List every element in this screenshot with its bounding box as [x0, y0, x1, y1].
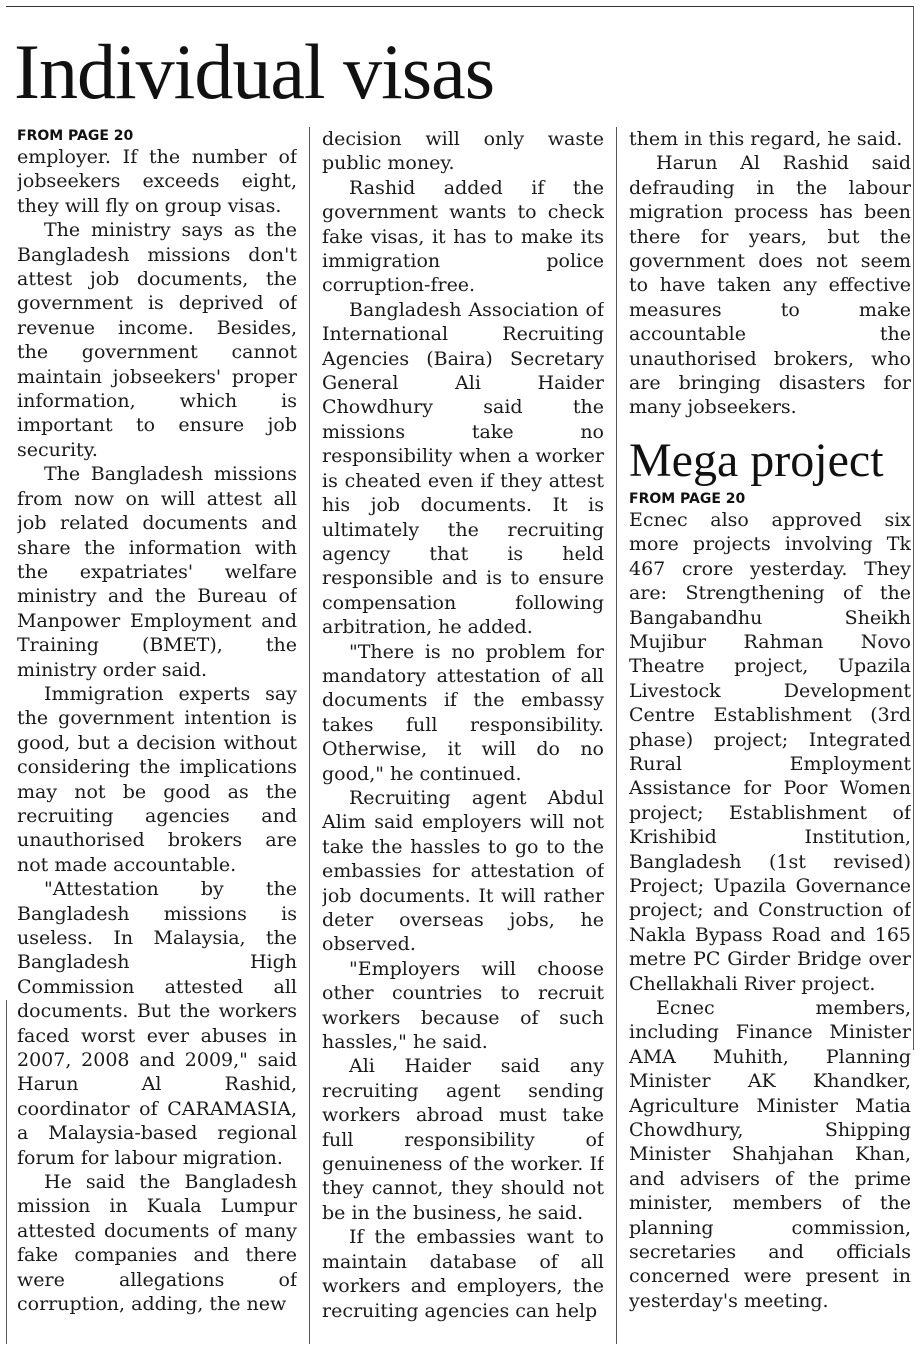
paragraph: Recruiting agent Abdul Alim said employers will not take the hassles to go to the embassies for attestation of job documents. It will rather deter overseas jobs, he observed.	[322, 786, 604, 956]
paragraph: The ministry says as the Bangladesh missions don't attest job documents, the government is deprived of revenue income. Besides, the government cannot maintain jobseekers' proper information, which is important to ensure job security.	[17, 219, 297, 461]
paragraph: The Bangladesh missions from now on will attest all job related documents and share the information with the expatriates' welfare ministry and the Bureau of Manpower Employment and Training (BMET), the ministry order said.	[17, 463, 297, 681]
from-page-label: FROM PAGE 20	[629, 490, 746, 507]
column-rule-1	[309, 127, 310, 1344]
left-edge-rule	[6, 1000, 7, 1344]
column-1	[17, 127, 297, 1344]
paragraph: them in this regard, he said.	[629, 128, 903, 150]
headline: Individual visas	[14, 28, 495, 115]
paragraph: Ali Haider said any recruiting agent sending workers abroad must take full responsibility of genuineness of the worker. If they cannot, they should not be in the business, he said.	[322, 1055, 604, 1224]
paragraph: Harun Al Rashid said defrauding in the labour migration process has been there for years, but the government does not seem to have taken any effective measures to make accountable the unauthorised brokers, who are bringing disasters for many jobseekers.	[629, 152, 911, 419]
paragraph: Immigration experts say the government intention is good, but a decision without considering the implications may not be good as the recruiting agencies and unauthorised brokers are not made accountable.	[17, 682, 297, 876]
from-page-label: FROM PAGE 20	[17, 128, 134, 144]
paragraph: Ecnec members, including Finance Minister AMA Muhith, Planning Minister AK Khandker, Agriculture Minister Matia Chowdhury, Shipping Minister Shahjahan Khan, and advisers of the prime minister, members of the planning commission, secretaries and officials concerned were present in yesterday's meeting.	[629, 997, 911, 1312]
column-2	[322, 127, 604, 1344]
paragraph: Ecnec also approved six more projects involving Tk 467 crore yesterday. They are: Strengthening of the Bangabandhu Sheikh Mujibur Rahman Novo Theatre project, Upazila Livestock Development Centre Establishment (3rd phase) project; Integrated Rural Employment Assistance for Poor Women project; Establishment of Krishibid Institution, Bangladesh (1st revised) Project; Upazila Governance project; and Construction of Nakla Bypass Road and 165 metre PC Girder Bridge over Chellakhali River project.	[629, 508, 911, 995]
paragraph: "There is no problem for mandatory attestation of all documents if the embassy takes full responsibility. Otherwise, it will do no good," he continued.	[322, 640, 604, 785]
column-3	[629, 127, 911, 1344]
paragraph: He said the Bangladesh mission in Kuala Lumpur attested documents of many fake companies and there were allegations of corruption, adding, the new	[17, 1171, 297, 1316]
paragraph: employer. If the number of jobseekers exceeds eight, they will fly on group visas.	[17, 146, 297, 217]
paragraph: decision will only waste public money.	[322, 128, 604, 175]
paragraph: If the embassies want to maintain database of all workers and employers, the recruiting agencies can help	[322, 1226, 604, 1322]
top-rule	[6, 6, 914, 7]
second-story-headline: Mega project	[629, 433, 884, 487]
right-edge-rule	[913, 6, 914, 1050]
paragraph: Rashid added if the government wants to check fake visas, it has to make its immigration police corruption-free.	[322, 176, 604, 297]
paragraph: "Employers will choose other countries to recruit workers because of such hassles," he said.	[322, 957, 604, 1054]
column-rule-2	[616, 127, 617, 1344]
paragraph: Bangladesh Association of International Recruiting Agencies (Baira) Secretary General Ali Haider Chowdhury said the missions take no responsibility when a worker is cheated even if they attest his job documents. It is ultimately the recruiting agency that is held responsible and is to ensure compensation following arbitration, he added.	[322, 298, 604, 639]
paragraph: "Attestation by the Bangladesh missions is useless. In Malaysia, the Bangladesh High Commission attested all documents. But the workers faced worst ever abuses in 2007, 2008 and 2009," said Harun Al Rashid, coordinator of CARAMASIA, a Malaysia-based regional forum for labour migration.	[17, 878, 297, 1169]
